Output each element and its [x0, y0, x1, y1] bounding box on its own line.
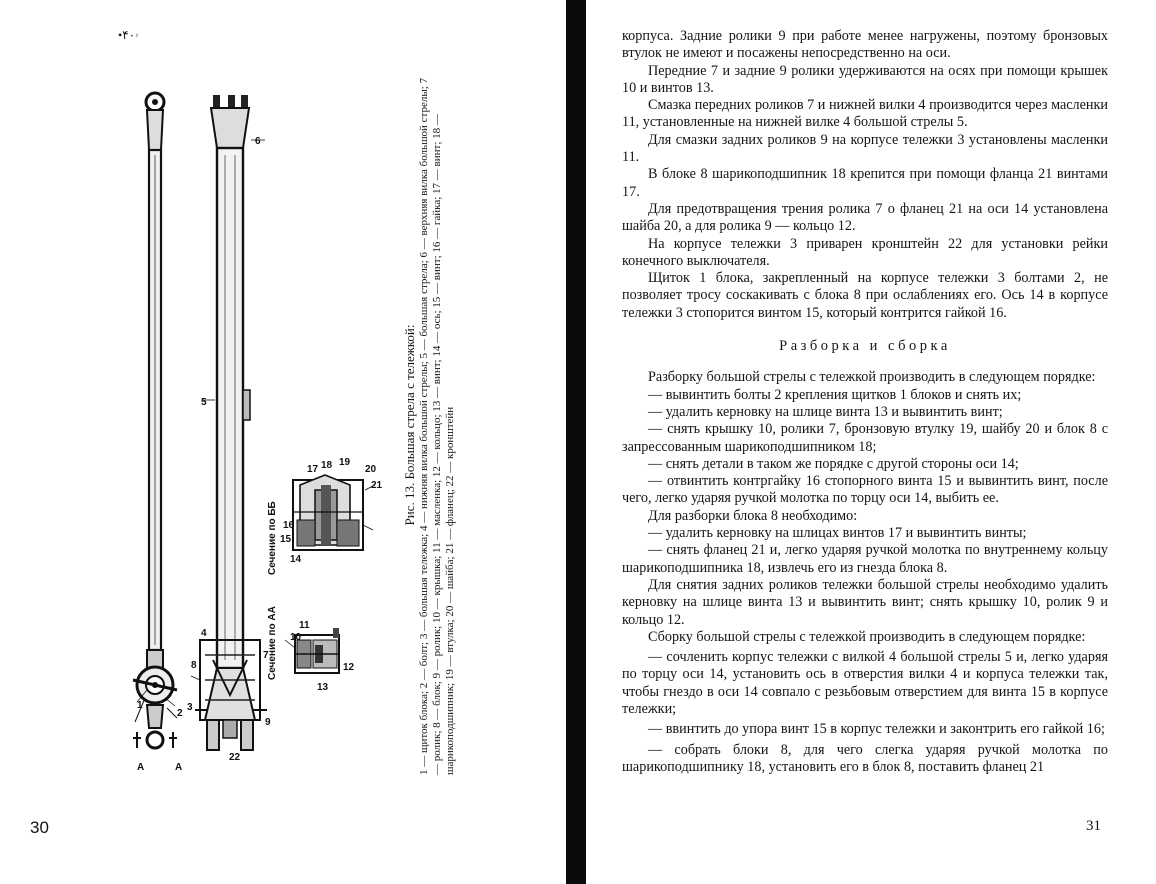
right-page-text — [622, 28, 1108, 776]
left-page — [0, 0, 566, 884]
paragraph: Щиток 1 блока, закрепленный на корпусе тележки 3 болтами 2, не позволяет тросу соскакивать с блока 8 при ослаблениях его. Ось 14 в корпусе тележки 3 стопорится винтом 15, который контрится гайкой 16. — [622, 270, 1108, 321]
page-mark: •ۥ۴۰ — [118, 28, 139, 42]
figure-label-1: 1 — [137, 700, 143, 711]
page-number-left: 30 — [30, 818, 49, 837]
figure-label-20: 20 — [365, 464, 377, 475]
section-aa-label: Сечение по АА — [267, 606, 278, 680]
text-before-heading — [622, 28, 1108, 322]
paragraph: Разборку большой стрелы с тележкой производить в следующем порядке: — [648, 369, 1096, 386]
figure-caption — [403, 75, 457, 775]
paragraph: Передние 7 и задние 9 ролики удерживаются на осях при помощи крышек 10 и винтов 13. — [622, 62, 1108, 96]
paragraph: Для смазки задних роликов 9 на корпусе тележки 3 установлены масленки 11. — [622, 131, 1108, 166]
figure-label-3: 3 — [187, 702, 193, 713]
caption-body: 1 — щиток блока; 2 — болт; 3 — большая тележка; 4 — нижняя вилка большой стрелы; 5 — большая стрела; 6 — верхняя вилка большой стрелы; 7 — ролик; 8 — блок; 9 — ролик; 10 — крышка; 11 — масленка; 12 — кольцо; 13 — винт; 14 — ось; 15 — винт; 16 — гайка; 17 — винт; 18 — шарикоподшипник; 19 — втулка; 20 — шайба; 21 — фланец; 22 — кронштейн — [418, 77, 456, 775]
paragraph: — снять детали в таком же порядке с другой стороны оси 14; — [648, 455, 1019, 472]
figure-label-16: 16 — [283, 520, 295, 531]
figure-label-10: 10 — [290, 632, 302, 643]
boom-side-view — [133, 93, 177, 748]
figure-label-18: 18 — [321, 460, 333, 471]
figure-label-21: 21 — [371, 480, 383, 491]
paragraph: Для разборки блока 8 необходимо: — [648, 507, 858, 524]
figure-label-19: 19 — [339, 457, 351, 468]
section-bb-label: Сечение по ББ — [267, 501, 278, 575]
figure-label-9: 9 — [265, 717, 271, 728]
figure-label-11: 11 — [299, 620, 310, 631]
paragraph: Смазка передних роликов 7 и нижней вилки 4 производится через масленки 11, установленные на нижней вилке 4 большой стрелы 5. — [622, 97, 1108, 131]
paragraph: Сборку большой стрелы с тележкой производить в следующем порядке: — [648, 628, 1086, 645]
boom-front-view — [195, 95, 267, 750]
figure-label-4: 4 — [201, 628, 207, 639]
paragraph: — удалить керновку на шлице винта 13 и вывинтить винт; — [648, 403, 1003, 420]
paragraph: — ввинтить до упора винт 15 в корпус тележки и законтрить его гайкой 16; — [648, 721, 1105, 738]
figure-label-6: 6 — [255, 136, 261, 147]
text-after-heading — [622, 369, 1108, 776]
paragraph: — снять крышку 10, ролики 7, бронзовую втулку 19, шайбу 20 и блок 8 с запрессованным шарикоподшипником 18; — [622, 421, 1108, 455]
figure-label-7: 7 — [263, 650, 269, 661]
boom-figure — [125, 80, 425, 780]
figure-label-2: 2 — [177, 708, 183, 719]
figure-label-8: 8 — [191, 660, 197, 671]
paragraph: — сочленить корпус тележки с вилкой 4 большой стрелы 5 и, легко ударяя по торцу оси 14, установить ось в отверстия вилки 4 и корпуса тележки так, чтобы гнездо в оси 14 совпало с резьбовым отверстием для винта 15 в корпусе тележки; — [622, 649, 1108, 717]
figure-label-14: 14 — [290, 554, 302, 565]
paragraph: — снять фланец 21 и, легко ударяя ручкой молотка по внутреннему кольцу шарикоподшипника 18, извлечь его из гнезда блока 8. — [622, 542, 1108, 576]
page-number-right: 31 — [1086, 818, 1101, 834]
paragraph: — вывинтить болты 2 крепления щитков 1 блоков и снять их; — [648, 386, 1022, 403]
figure-label-5: 5 — [201, 397, 207, 408]
figure-marker-a-right: А — [175, 762, 183, 773]
paragraph: корпуса. Задние ролики 9 при работе менее нагружены, поэтому бронзовых втулок не имеют и посажены непосредственно на оси. — [622, 28, 1108, 62]
book-spine — [566, 0, 586, 884]
figure-label-17: 17 — [307, 464, 319, 475]
paragraph: На корпусе тележки 3 приварен кронштейн 22 для установки рейки конечного выключателя. — [622, 235, 1108, 269]
paragraph: Для предотвращения трения ролика 7 о фланец 21 на оси 14 установлена шайба 20, а для ролика 9 — кольцо 12. — [622, 200, 1108, 235]
figure-label-15: 15 — [280, 534, 292, 545]
figure-label-22: 22 — [229, 752, 241, 763]
paragraph: Для снятия задних роликов тележки большой стрелы необходимо удалить керновку на шлице винта 13 и вывинтить винт; снять крышку 10, ролик 9 и кольцо 12. — [622, 576, 1108, 628]
paragraph: — отвинтить контргайку 16 стопорного винта 15 и вывинтить винт, после чего, легко ударяя ручкой молотка по торцу оси 14, выбить ее. — [622, 473, 1108, 507]
section-bb — [293, 475, 363, 550]
figure-label-13: 13 — [317, 682, 329, 693]
caption-title: Рис. 13. Большая стрела с тележкой: — [402, 324, 417, 526]
paragraph: — удалить керновку на шлицах винтов 17 и вывинтить винты; — [648, 525, 1027, 542]
leader-lines — [137, 140, 375, 706]
section-heading: Разборка и сборка — [779, 338, 951, 355]
section-aa — [295, 628, 339, 673]
paragraph: В блоке 8 шарикоподшипник 18 крепится при помощи фланца 21 винтами 17. — [622, 166, 1108, 200]
paragraph: — собрать блоки 8, для чего слегка ударяя ручкой молотка по шарикоподшипнику 18, установить его в блок 8, поставить фланец 21 — [622, 741, 1108, 775]
figure-marker-a-left: А — [137, 762, 145, 773]
figure-label-12: 12 — [343, 662, 355, 673]
